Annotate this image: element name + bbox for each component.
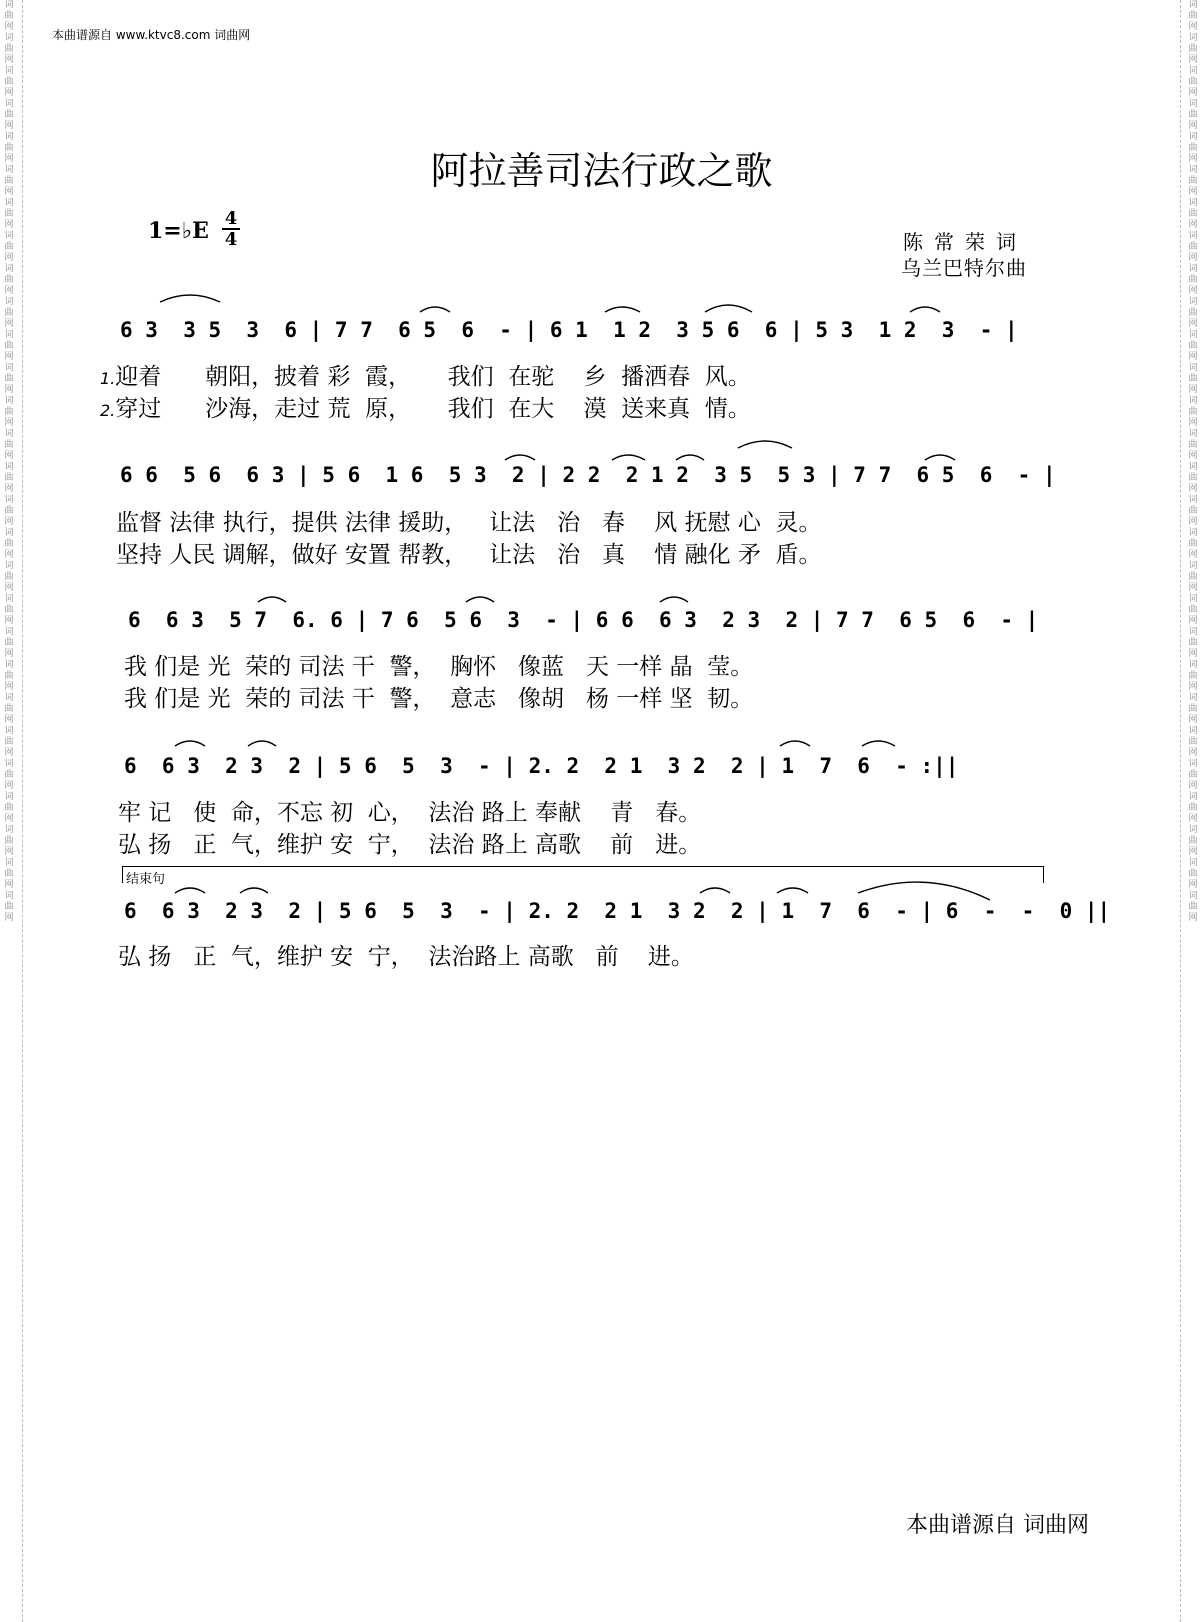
slur — [700, 888, 730, 893]
slur — [258, 597, 286, 602]
slur — [160, 295, 220, 302]
slur — [612, 455, 645, 460]
time-top: 4 — [224, 208, 238, 229]
slur — [910, 307, 940, 312]
slur — [780, 741, 810, 746]
source-note: 本曲谱源自 www.ktvc8.com 词曲网 — [52, 28, 251, 42]
lyric-text: 坚持 人民 调解，做好 安置 帮教， 让法 治 真 情 融化 矛 盾。 — [116, 542, 822, 568]
slur — [175, 888, 205, 893]
slur — [777, 888, 808, 893]
slur — [605, 307, 640, 312]
slur — [925, 455, 955, 460]
slur — [240, 888, 268, 893]
notation-line-1: 6 3 3 5 3 6 | 7 7 6 5 6 - | 6 1 1 2 3 5 6 6 | 5 3 1 2 3 - | — [120, 318, 1018, 342]
slur — [175, 741, 205, 746]
notation-line-5: 6 6 3 2 3 2 | 5 6 5 3 - | 2. 2 2 1 3 2 2 | 1 7 6 - | 6 - - 0 || — [124, 899, 1111, 923]
notation-line-2: 6 6 5 6 6 3 | 5 6 1 6 5 3 2 | 2 2 2 1 2 3 5 5 3 | 7 7 6 5 6 - | — [120, 463, 1056, 487]
slur — [420, 307, 450, 312]
verse-number: 2. — [100, 401, 116, 420]
verse-number: 1. — [100, 369, 116, 388]
slur — [738, 441, 792, 448]
notation-line-3: 6 6 3 5 7 6. 6 | 7 6 5 6 3 - | 6 6 6 3 2 3 2 | 7 7 6 5 6 - | — [128, 608, 1039, 632]
slur — [660, 597, 688, 602]
slur — [858, 882, 990, 900]
lyric-text: 我 们是 光 荣的 司法 干 警， 意志 像胡 杨 一样 坚 韧。 — [124, 686, 754, 712]
slur — [248, 741, 276, 746]
slur — [505, 455, 535, 460]
composer: 乌兰巴特尔曲 — [901, 256, 1027, 280]
slur — [705, 305, 752, 312]
left-side-watermark: 词曲网 词曲网 词曲网 词曲网 词曲网 词曲网 词曲网 词曲网 词曲网 词曲网 词曲网 词曲网 词曲网 词曲网 词曲网 词曲网 词曲网 词曲网 词曲网 词曲网 词曲网 词曲网 词曲网 词曲网 词曲网 词曲网 词曲网 词曲网 — [4, 0, 14, 923]
footer-source: 本曲谱源自 词曲网 — [906, 1513, 1089, 1538]
key-signature: 1=♭E — [148, 218, 209, 244]
notation-line-4: 6 6 3 2 3 2 | 5 6 5 3 - | 2. 2 2 1 3 2 2 | 1 7 6 - :|| — [124, 754, 959, 778]
lyric-text: 我 们是 光 荣的 司法 干 警， 胸怀 像蓝 天 一样 晶 莹。 — [124, 654, 754, 680]
lyric-text: 穿过 沙海，走过 荒 原， 我们 在大 漠 送来真 情。 — [115, 396, 751, 422]
ending-label: 结束句 — [126, 872, 166, 887]
lyric-text: 迎着 朝阳，披着 彩 霞， 我们 在驼 乡 播洒春 风。 — [115, 364, 751, 390]
lyricist: 陈常荣词 — [903, 230, 1027, 254]
lyric-text: 牢 记 使 命，不忘 初 心， 法治 路上 奉献 青 春。 — [118, 800, 702, 826]
lyric-text: 弘 扬 正 气，维护 安 宁， 法治路上 高歌 前 进。 — [118, 944, 694, 970]
slur — [466, 597, 494, 602]
right-side-watermark: 词曲网 词曲网 词曲网 词曲网 词曲网 词曲网 词曲网 词曲网 词曲网 词曲网 词曲网 词曲网 词曲网 词曲网 词曲网 词曲网 词曲网 词曲网 词曲网 词曲网 词曲网 词曲网 词曲网 词曲网 词曲网 词曲网 词曲网 词曲网 — [1188, 0, 1198, 923]
lyric-text: 弘 扬 正 气，维护 安 宁， 法治 路上 高歌 前 进。 — [118, 832, 702, 858]
slur — [862, 741, 895, 746]
song-title: 阿拉善司法行政之歌 — [430, 149, 773, 193]
lyric-text: 监督 法律 执行，提供 法律 援助， 让法 治 春 风 抚慰 心 灵。 — [116, 510, 822, 536]
slur — [676, 455, 704, 460]
time-bottom: 4 — [224, 229, 238, 250]
